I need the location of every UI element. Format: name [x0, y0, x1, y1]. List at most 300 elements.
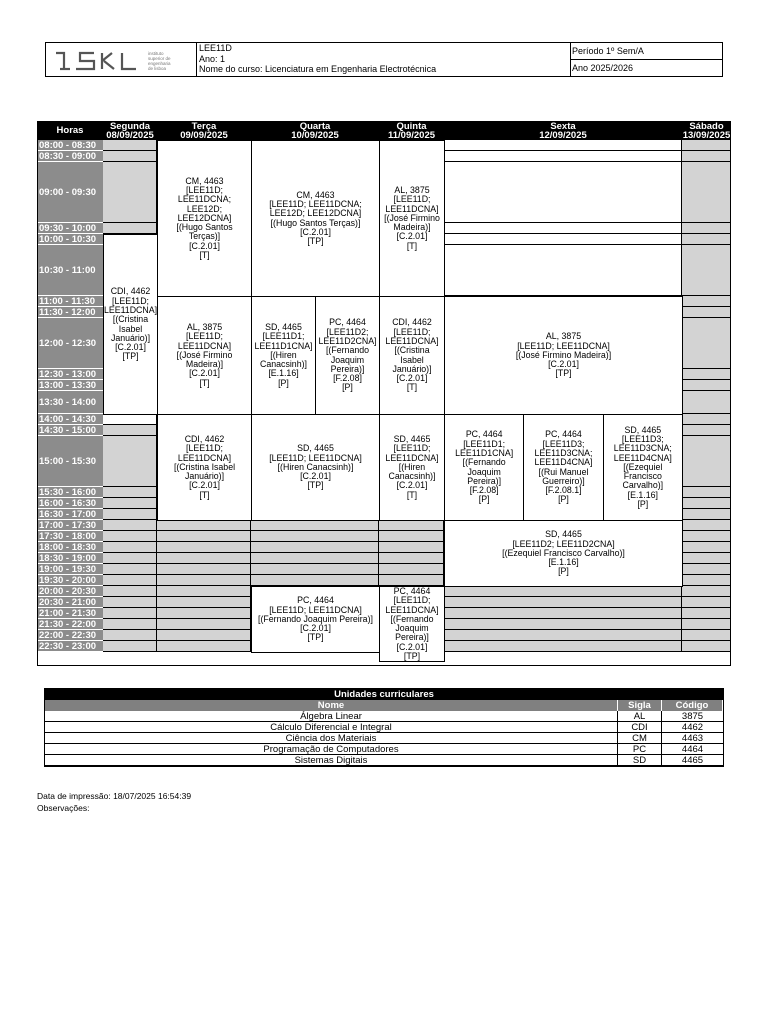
empty-slot	[103, 140, 157, 151]
session-line: [P]	[278, 377, 289, 388]
empty-slot	[157, 531, 251, 542]
session-line: [LEE11D; LEE11DCNA;	[269, 198, 362, 209]
session-line: [C.2.01]	[396, 480, 428, 491]
session-line: [LEE11D;	[186, 443, 223, 454]
day-name: Terça	[191, 120, 217, 132]
session-line: [(José Firmino Madeira)]	[515, 349, 612, 360]
session-line: [C.2.01]	[396, 231, 428, 242]
empty-slot	[103, 162, 157, 223]
empty-slot	[682, 234, 731, 245]
empty-slot	[379, 553, 444, 564]
empty-slot	[682, 597, 731, 608]
session-line: LEE11DCNA]	[177, 452, 232, 463]
session-line: [C.2.01]	[189, 480, 220, 491]
session-line: [LEE11D; LEE11DCNA]	[517, 340, 610, 351]
time-slot-label: 22:00 - 22:30	[37, 630, 103, 641]
session-line: PC, 4464	[545, 429, 582, 440]
day-header	[682, 121, 731, 140]
empty-slot	[682, 531, 731, 542]
day-header	[157, 121, 251, 140]
session-line: LEE11D2CNA]	[318, 335, 377, 346]
empty-slot	[157, 542, 251, 553]
time-slot-label: 11:30 - 12:00	[37, 307, 103, 318]
session-line: CDI, 4462	[110, 286, 151, 297]
unit-row	[45, 755, 723, 766]
session-line: [P]	[478, 494, 490, 505]
session-line: [P]	[637, 499, 649, 510]
session-line: [T]	[406, 382, 418, 393]
session-line: Joaquim	[467, 466, 501, 477]
empty-slot	[444, 608, 682, 619]
empty-slot	[682, 436, 731, 487]
time-slot-label: 14:30 - 15:00	[37, 425, 103, 436]
session-line: PC, 4464	[393, 586, 431, 596]
day-name: Sábado	[689, 120, 724, 132]
academic-year-label: Ano 2025/2026	[572, 63, 634, 73]
session-line: [(Hiren	[270, 349, 297, 360]
session-line: [TP]	[307, 480, 324, 491]
session-line: Pereira)]	[395, 632, 429, 643]
logo-sub-3: engenharia	[148, 61, 171, 66]
session-line: [(José Firmino	[384, 212, 440, 223]
day-date: 12/09/2025	[539, 129, 587, 141]
day-date: 11/09/2025	[387, 129, 436, 141]
empty-slot	[103, 223, 157, 234]
empty-slot	[682, 553, 731, 564]
unit-number: 3875	[662, 711, 723, 722]
session-line: LEE11DCNA;	[177, 194, 232, 205]
session-line: Pereira)]	[467, 475, 502, 486]
empty-slot	[682, 586, 731, 597]
empty-slot	[103, 414, 157, 425]
session-line: [(Hugo Santos Terças)]	[270, 217, 361, 228]
session-line: [TP]	[555, 368, 572, 379]
empty-slot	[103, 151, 157, 162]
session-line: [C.2.01]	[300, 226, 331, 237]
unit-name: Álgebra Linear	[45, 711, 618, 722]
empty-slot	[682, 414, 731, 425]
session-line: [P]	[342, 382, 353, 393]
empty-slot	[103, 487, 157, 498]
class-session[interactable]	[157, 140, 252, 297]
empty-slot	[251, 575, 379, 586]
session-line: Canacsinh)]	[388, 471, 436, 482]
session-line: [(Hugo Santos	[176, 222, 233, 233]
day-name: Segunda	[109, 120, 151, 132]
session-line: [(Hiren	[398, 461, 426, 472]
session-line: [C.2.01]	[189, 240, 220, 251]
empty-slot	[682, 608, 731, 619]
class-session[interactable]	[157, 414, 252, 521]
session-line: [(Ezequiel Francisco Carvalho)]	[502, 547, 625, 558]
time-slot-label: 10:30 - 11:00	[37, 245, 103, 296]
unit-code: PC	[618, 744, 662, 755]
time-slot-label: 19:00 - 19:30	[37, 564, 103, 575]
time-slot-label: 09:30 - 10:00	[37, 223, 103, 234]
empty-slot	[444, 245, 682, 296]
empty-slot	[682, 425, 731, 436]
empty-slot	[157, 520, 251, 531]
session-line: SD, 4465	[624, 424, 662, 435]
unit-code: SD	[618, 755, 662, 766]
unit-row	[45, 711, 723, 722]
session-line: Terças)]	[188, 231, 221, 242]
class-code: LEE11D	[199, 43, 232, 53]
header-course-info	[198, 43, 571, 76]
class-session[interactable]	[523, 414, 603, 521]
time-slot-label: 13:30 - 14:00	[37, 391, 103, 414]
unit-number: 4464	[662, 744, 723, 755]
day-header	[444, 121, 682, 140]
session-line: [C.2.01]	[300, 623, 331, 634]
empty-slot	[444, 619, 682, 630]
empty-slot	[444, 151, 682, 162]
year-label: Ano: 1	[199, 53, 226, 64]
session-line: [(Fernando	[462, 457, 506, 468]
session-line: Januário)]	[184, 471, 225, 482]
unit-number: 4465	[662, 755, 723, 766]
session-line: Isabel	[400, 354, 424, 365]
session-line: [TP]	[307, 632, 324, 643]
session-line: [LEE11D3;	[621, 433, 664, 444]
session-line: [LEE11D;	[393, 595, 431, 606]
day-header	[251, 121, 379, 140]
session-line: [LEE11D2;	[326, 326, 369, 337]
unit-name: Cálculo Diferencial e Integral	[45, 722, 618, 733]
logo-sub-2: superior de	[148, 56, 171, 61]
class-session[interactable]	[315, 296, 380, 415]
session-line: [LEE11D;	[186, 184, 223, 195]
session-line: [E.1.16]	[268, 368, 299, 379]
session-line: SD, 4465	[545, 529, 582, 540]
empty-slot	[251, 531, 379, 542]
session-line: [LEE11D;	[393, 194, 431, 205]
empty-slot	[103, 586, 157, 597]
units-title: Unidades curriculares	[45, 689, 723, 700]
class-session[interactable]	[444, 414, 524, 521]
unit-name: Ciência dos Materiais	[45, 733, 618, 744]
course-name: Nome do curso: Licenciatura em Engenharia Electrotécnica	[199, 64, 437, 74]
session-line: CDI, 4462	[184, 433, 225, 444]
session-line: [LEE11D2; LEE11D2CNA]	[512, 538, 615, 549]
session-line: Joaquim	[330, 354, 365, 365]
day-name: Quinta	[396, 120, 427, 132]
session-line: [(Cristina	[112, 314, 149, 325]
time-slot-label: 22:30 - 23:00	[37, 641, 103, 652]
session-line: LEE11DCNA]	[385, 452, 439, 463]
session-line: LEE12D; LEE12DCNA]	[269, 208, 362, 219]
timetable	[37, 121, 731, 666]
empty-slot	[251, 564, 379, 575]
units-header-row	[45, 700, 723, 711]
time-slot-label: 18:30 - 19:00	[37, 553, 103, 564]
class-session[interactable]	[444, 296, 683, 415]
session-line: LEE11DCNA]	[385, 335, 439, 346]
empty-slot	[682, 630, 731, 641]
session-line: Januário)]	[392, 363, 432, 374]
class-session[interactable]	[603, 414, 683, 521]
session-line: [LEE11D;	[112, 295, 149, 306]
class-session[interactable]	[251, 140, 380, 297]
empty-slot	[103, 619, 157, 630]
unit-code: CDI	[618, 722, 662, 733]
session-line: [(Fernando Joaquim Pereira)]	[258, 613, 373, 624]
session-line: [(Rui Manuel	[538, 466, 589, 477]
session-line: [LEE11D;	[393, 443, 431, 454]
empty-slot	[157, 619, 251, 630]
empty-slot	[682, 509, 731, 520]
time-slot-label: 12:00 - 12:30	[37, 318, 103, 369]
hours-header: Horas	[37, 121, 103, 140]
class-session[interactable]	[379, 296, 445, 415]
empty-slot	[682, 619, 731, 630]
session-line: AL, 3875	[545, 331, 582, 342]
session-line: [(Ezequiel Francisco	[623, 461, 663, 482]
empty-slot	[157, 597, 251, 608]
session-line: AL, 3875	[394, 184, 430, 195]
empty-slot	[157, 586, 251, 597]
session-line: SD, 4465	[393, 433, 431, 444]
unit-code: AL	[618, 711, 662, 722]
empty-slot	[682, 487, 731, 498]
session-line: Canacsinh)]	[260, 359, 307, 370]
empty-slot	[103, 608, 157, 619]
session-line: [TP]	[403, 651, 421, 662]
empty-slot	[157, 630, 251, 641]
empty-slot	[251, 542, 379, 553]
unit-name: Sistemas Digitais	[45, 755, 618, 766]
session-line: [LEE11D1;	[463, 438, 506, 449]
units-header-code: Sigla	[618, 700, 662, 711]
time-slot-label: 09:00 - 09:30	[37, 162, 103, 223]
class-session[interactable]	[251, 414, 380, 521]
empty-slot	[444, 140, 682, 151]
time-slot-label: 08:30 - 09:00	[37, 151, 103, 162]
session-line: LEE11DCNA]	[103, 304, 158, 315]
session-line: [TP]	[307, 236, 324, 247]
day-header	[379, 121, 444, 140]
session-line: SD, 4465	[297, 443, 334, 454]
session-line: [LEE11D1;	[262, 331, 305, 342]
session-line: LEE11D4CNA]	[613, 452, 672, 463]
units-header-number: Código	[662, 700, 723, 711]
session-line: LEE11D4CNA]	[534, 457, 593, 468]
units-header-name: Nome	[45, 700, 618, 711]
isel-logo	[46, 43, 197, 76]
session-line: LEE11D3CNA;	[534, 447, 593, 458]
time-slot-label: 21:30 - 22:00	[37, 619, 103, 630]
time-slot-label: 15:30 - 16:00	[37, 487, 103, 498]
empty-slot	[682, 296, 731, 307]
empty-slot	[444, 223, 682, 234]
session-line: CM, 4463	[185, 175, 224, 186]
time-slot-label: 17:00 - 17:30	[37, 520, 103, 531]
footer	[37, 790, 191, 814]
empty-slot	[682, 520, 731, 531]
session-line: LEE12DCNA]	[177, 212, 232, 223]
day-date: 13/09/2025	[682, 129, 731, 141]
period-label: Período 1º Sem/A	[571, 43, 722, 60]
session-line: [P]	[558, 494, 569, 505]
time-slot-label: 20:00 - 20:30	[37, 586, 103, 597]
session-line: [T]	[406, 240, 418, 251]
empty-slot	[682, 575, 731, 586]
class-session[interactable]	[251, 586, 380, 653]
isel-logo-icon	[46, 43, 196, 76]
time-slot-label: 11:00 - 11:30	[37, 296, 103, 307]
session-line: PC, 4464	[465, 429, 503, 440]
unit-number: 4463	[662, 733, 723, 744]
day-date: 08/09/2025	[106, 129, 154, 141]
session-line: Madeira)]	[393, 222, 431, 233]
time-slot-label: 17:30 - 18:00	[37, 531, 103, 542]
session-line: LEE11DCNA]	[385, 604, 439, 615]
time-slot-label: 10:00 - 10:30	[37, 234, 103, 245]
session-line: SD, 4465	[265, 321, 302, 332]
session-line: [T]	[406, 489, 418, 500]
day-date: 09/09/2025	[180, 129, 228, 141]
logo-sub-1: instituto	[148, 51, 164, 56]
day-name: Quarta	[299, 120, 331, 132]
empty-slot	[682, 369, 731, 380]
empty-slot	[682, 318, 731, 369]
print-date: Data de impressão: 18/07/2025 16:54:39	[37, 791, 192, 801]
session-line: CM, 4463	[296, 189, 335, 200]
session-line: [LEE11D;	[393, 326, 431, 337]
empty-slot	[682, 151, 731, 162]
empty-slot	[682, 223, 731, 234]
empty-slot	[103, 436, 157, 487]
empty-slot	[379, 542, 444, 553]
session-line: LEE11D1CNA]	[455, 447, 514, 458]
session-line: [C.2.01]	[300, 471, 331, 482]
unit-row	[45, 733, 723, 744]
empty-slot	[682, 140, 731, 151]
empty-slot	[103, 597, 157, 608]
session-line: [T]	[199, 250, 210, 261]
time-slot-label: 19:30 - 20:00	[37, 575, 103, 586]
empty-slot	[379, 531, 444, 542]
empty-slot	[103, 425, 157, 436]
session-line: Guerreiro)]	[542, 475, 585, 486]
empty-slot	[682, 498, 731, 509]
empty-slot	[682, 391, 731, 414]
session-line: [C.2.01]	[189, 368, 220, 379]
session-line: LEE11DCNA]	[385, 203, 439, 214]
session-line: [P]	[558, 566, 569, 577]
empty-slot	[682, 564, 731, 575]
day-date: 10/09/2025	[291, 129, 339, 141]
empty-slot	[103, 542, 157, 553]
time-slot-label: 21:00 - 21:30	[37, 608, 103, 619]
session-line: AL, 3875	[186, 321, 223, 332]
session-line: [F.2.08.1]	[545, 485, 582, 496]
session-line: [LEE11D;	[186, 331, 223, 342]
time-slot-label: 15:00 - 15:30	[37, 436, 103, 487]
session-line: Pereira)]	[330, 363, 365, 374]
empty-slot	[682, 542, 731, 553]
session-line: [LEE11D; LEE11DCNA]	[269, 452, 362, 463]
empty-slot	[379, 520, 444, 531]
empty-slot	[157, 641, 251, 652]
session-line: LEE12D;	[186, 203, 223, 214]
class-session[interactable]	[157, 296, 252, 415]
empty-slot	[682, 245, 731, 296]
empty-slot	[157, 575, 251, 586]
header-period-info	[571, 43, 722, 76]
session-line: PC, 4464	[297, 595, 334, 606]
empty-slot	[682, 380, 731, 391]
day-name: Sexta	[550, 120, 576, 132]
empty-slot	[103, 553, 157, 564]
class-session[interactable]	[379, 140, 445, 297]
session-line: Carvalho)]	[622, 480, 664, 491]
time-slot-label: 20:30 - 21:00	[37, 597, 103, 608]
time-slot-label: 12:30 - 13:00	[37, 369, 103, 380]
time-slot-label: 18:00 - 18:30	[37, 542, 103, 553]
class-session[interactable]	[444, 520, 683, 587]
empty-slot	[682, 307, 731, 318]
time-slot-label: 16:30 - 17:00	[37, 509, 103, 520]
empty-slot	[444, 234, 682, 245]
session-line: [(Cristina Isabel	[173, 461, 236, 472]
session-line: [T]	[199, 489, 210, 500]
session-line: [LEE11D; LEE11DCNA]	[269, 604, 362, 615]
class-session[interactable]	[251, 296, 316, 415]
session-line: [E.1.16]	[627, 489, 658, 500]
empty-slot	[103, 575, 157, 586]
session-line: [C.2.01]	[548, 359, 579, 370]
session-line: [(Fernando	[390, 613, 434, 624]
empty-slot	[103, 564, 157, 575]
empty-slot	[379, 575, 444, 586]
session-line: Madeira)]	[185, 359, 224, 370]
session-line: [(Hiren Canacsinh)]	[277, 461, 354, 472]
session-line: [LEE11D3;	[542, 438, 585, 449]
session-line: Joaquim	[395, 623, 429, 634]
empty-slot	[444, 641, 682, 652]
empty-slot	[157, 564, 251, 575]
session-line: [T]	[199, 377, 210, 388]
time-slot-label: 14:00 - 14:30	[37, 414, 103, 425]
session-line: CDI, 4462	[392, 317, 432, 328]
day-header	[103, 121, 157, 140]
session-line: LEE11D3CNA;	[613, 443, 672, 454]
class-session[interactable]	[379, 586, 445, 662]
session-line: Isabel	[118, 323, 143, 334]
time-slot-label: 08:00 - 08:30	[37, 140, 103, 151]
document-header	[45, 42, 723, 77]
session-line: [(Cristina	[394, 345, 430, 356]
unit-row	[45, 744, 723, 755]
session-line: [TP]	[122, 351, 139, 362]
class-session[interactable]	[379, 414, 445, 521]
class-session[interactable]	[103, 234, 158, 415]
empty-slot	[103, 509, 157, 520]
curricular-units-table	[44, 688, 724, 767]
empty-slot	[251, 553, 379, 564]
session-line: [(José Firmino	[176, 349, 233, 360]
unit-number: 4462	[662, 722, 723, 733]
session-line: [C.2.01]	[396, 373, 428, 384]
empty-slot	[682, 641, 731, 652]
session-line: LEE11D1CNA]	[254, 340, 313, 351]
session-line: [F.2.08]	[333, 373, 362, 384]
empty-slot	[103, 520, 157, 531]
empty-slot	[379, 564, 444, 575]
logo-sub-4: de lisboa	[148, 66, 167, 71]
unit-row	[45, 722, 723, 733]
